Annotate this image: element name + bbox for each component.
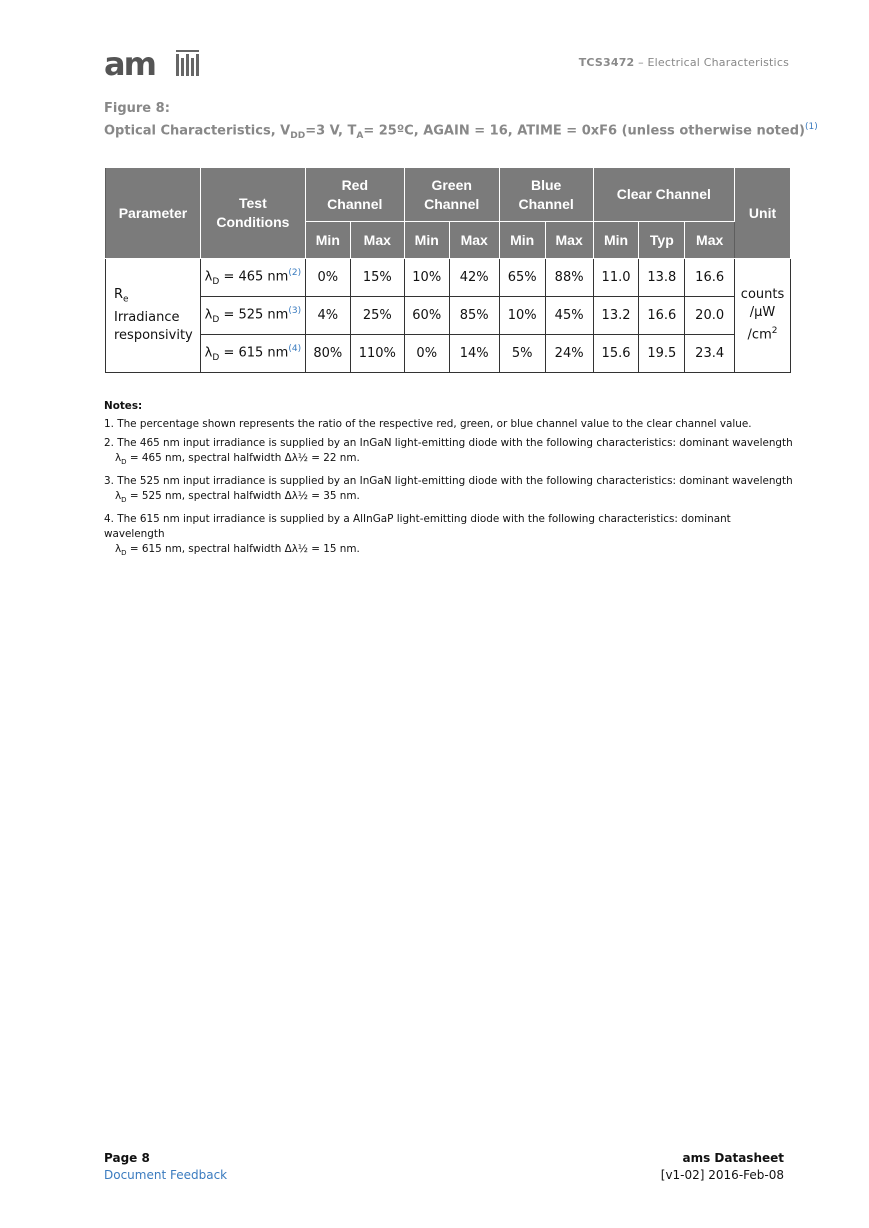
title-text: Optical Characteristics, V (104, 123, 291, 139)
condition-value: = 615 nm (219, 345, 289, 361)
title-sub: DD (290, 130, 306, 141)
parameter-symbol-sub: e (123, 294, 129, 305)
title-text: =3 V, T (305, 123, 357, 139)
note-text: = 465 nm, spectral halfwidth Δλ½ = 22 nm. (126, 452, 360, 464)
lambda-sub: D (121, 496, 127, 505)
green-min-cell: 10% (404, 259, 449, 297)
test-condition-cell (200, 335, 305, 373)
note-ref-link[interactable]: (2) (288, 268, 302, 279)
green-min-cell: 60% (404, 297, 449, 335)
parameter-cell (106, 259, 201, 373)
header-max: Max (545, 222, 593, 259)
doc-id: TCS3472 (578, 56, 635, 69)
running-header (579, 56, 789, 69)
red-min-cell: 0% (305, 259, 350, 297)
lambda-symbol: λ (204, 307, 213, 323)
clear-typ-cell: 19.5 (639, 335, 685, 373)
unit-text: counts (740, 287, 785, 303)
lambda-symbol: λ (115, 543, 122, 556)
clear-typ-cell: 13.8 (639, 259, 685, 297)
green-min-cell: 0% (404, 335, 449, 373)
red-max-cell: 110% (350, 335, 404, 373)
clear-max-cell: 16.6 (685, 259, 735, 297)
test-condition-cell (200, 259, 305, 297)
clear-min-cell: 11.0 (593, 259, 639, 297)
section-name: – Electrical Characteristics (634, 56, 789, 69)
clear-max-cell: 20.0 (685, 297, 735, 335)
note-text: = 615 nm, spectral halfwidth Δλ½ = 15 nm. (126, 543, 360, 556)
blue-min-cell: 65% (499, 259, 545, 297)
title-sub: A (356, 130, 364, 141)
header-blue-channel: Blue Channel (499, 168, 593, 222)
table-row (106, 335, 791, 373)
unit-exponent: 2 (771, 326, 778, 337)
notes-title: Notes: (104, 400, 143, 412)
note-text: 4. The 615 nm input irradiance is supplied by a AlInGaP light-emitting diode with the following characteristics: dominant wavelength (104, 513, 731, 541)
blue-max-cell: 45% (545, 297, 593, 335)
note-item (104, 512, 794, 561)
lambda-symbol: λ (115, 452, 122, 464)
red-min-cell: 4% (305, 297, 350, 335)
clear-min-cell: 15.6 (593, 335, 639, 373)
table-row (106, 259, 791, 297)
lambda-sub: D (121, 458, 127, 467)
header-red-channel: Red Channel (305, 168, 404, 222)
footer-left (104, 1151, 227, 1182)
note-ref-link[interactable]: (1) (804, 122, 818, 132)
notes-section (104, 399, 794, 565)
ams-logo (104, 48, 204, 78)
unit-text: /µW (749, 305, 776, 321)
lambda-sub: D (121, 549, 127, 558)
page-number: Page 8 (104, 1151, 150, 1165)
note-ref-link[interactable]: (4) (288, 344, 302, 355)
green-max-cell: 85% (449, 297, 499, 335)
datasheet-brand: ams Datasheet (682, 1151, 784, 1165)
header-test-conditions: Test Conditions (200, 168, 305, 259)
blue-min-cell: 10% (499, 297, 545, 335)
note-item (104, 474, 794, 508)
header-min: Min (305, 222, 350, 259)
unit-text: /cm (747, 327, 772, 343)
header-green-channel: Green Channel (404, 168, 499, 222)
parameter-name: Irradiance (114, 309, 180, 325)
unit-cell (735, 259, 791, 373)
note-item (104, 436, 794, 470)
lambda-symbol: λ (204, 269, 213, 285)
clear-min-cell: 13.2 (593, 297, 639, 335)
test-condition-cell (200, 297, 305, 335)
header-max: Max (449, 222, 499, 259)
red-max-cell: 25% (350, 297, 404, 335)
revision-date: [v1-02] 2016-Feb-08 (660, 1168, 784, 1182)
header-min: Min (404, 222, 449, 259)
red-min-cell: 80% (305, 335, 350, 373)
note-text: = 525 nm, spectral halfwidth Δλ½ = 35 nm. (126, 490, 360, 503)
title-text: = 25ºC, AGAIN = 16, ATIME = 0xF6 (unless otherwise noted) (363, 123, 805, 139)
note-ref-link[interactable]: (3) (288, 306, 302, 317)
svg-text:am: am (104, 48, 155, 78)
optical-characteristics-table (105, 167, 791, 373)
blue-max-cell: 88% (545, 259, 593, 297)
header-max: Max (350, 222, 404, 259)
condition-value: = 525 nm (219, 307, 289, 323)
condition-value: = 465 nm (219, 269, 289, 285)
parameter-symbol: R (114, 287, 124, 303)
document-feedback-link[interactable]: Document Feedback (104, 1168, 228, 1182)
note-text: 3. The 525 nm input irradiance is supplied by an InGaN light-emitting diode with the following characteristics: dominant wavelength (104, 475, 793, 488)
header-clear-channel: Clear Channel (593, 168, 734, 222)
note-text: 2. The 465 nm input irradiance is supplied by an InGaN light-emitting diode with the following characteristics: dominant wavelength (104, 437, 793, 449)
figure-label: Figure 8: (104, 101, 170, 116)
lambda-sub: D (212, 276, 220, 287)
header-min: Min (499, 222, 545, 259)
lambda-sub: D (212, 314, 220, 325)
header-min: Min (593, 222, 639, 259)
header-parameter: Parameter (106, 168, 201, 259)
green-max-cell: 42% (449, 259, 499, 297)
footer-right (661, 1151, 784, 1182)
clear-typ-cell: 16.6 (639, 297, 685, 335)
blue-min-cell: 5% (499, 335, 545, 373)
note-text: 1. The percentage shown represents the ratio of the respective red, green, or blue channel value to the clear channel value. (104, 418, 752, 430)
table-row (106, 297, 791, 335)
header-typ: Typ (639, 222, 685, 259)
header-max: Max (685, 222, 735, 259)
clear-max-cell: 23.4 (685, 335, 735, 373)
lambda-sub: D (212, 352, 220, 363)
green-max-cell: 14% (449, 335, 499, 373)
red-max-cell: 15% (350, 259, 404, 297)
parameter-name: responsivity (114, 327, 193, 343)
blue-max-cell: 24% (545, 335, 593, 373)
lambda-symbol: λ (204, 345, 213, 361)
figure-title (104, 122, 818, 141)
lambda-symbol: λ (115, 490, 122, 503)
note-item (104, 417, 794, 432)
header-unit: Unit (735, 168, 791, 259)
